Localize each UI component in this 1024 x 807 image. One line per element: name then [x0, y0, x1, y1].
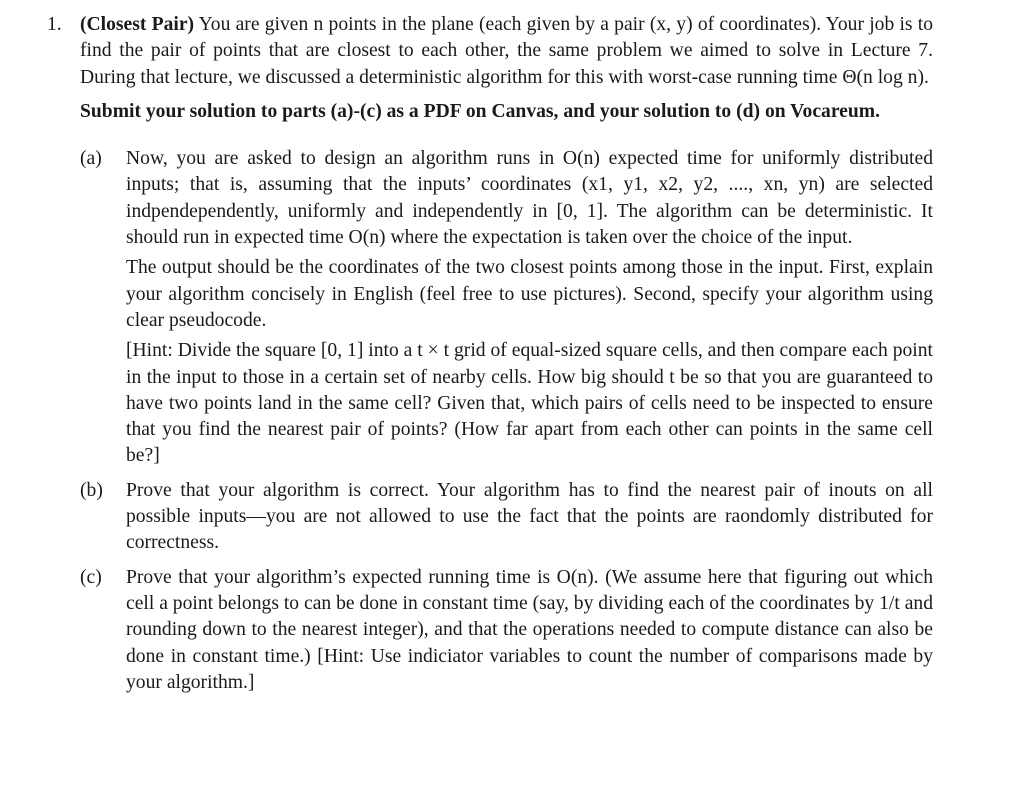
problem-parts [80, 146, 933, 696]
problem-intro-text: You are given n points in the plane (each given by a pair (x, y) of coordinates). Your job is to find the pair of points that are closest to each other, the same problem we aimed to solve in Lecture 7. During that lecture, we discussed a deterministic algorithm for this with worst-case running time Θ(n log n). [80, 14, 934, 88]
part-a-marker: (a) [80, 148, 102, 170]
part-a [80, 146, 933, 470]
part-b [80, 478, 933, 557]
part-a-hint: [Hint: Divide the square [0, 1] into a t × t grid of equal-sized square cells, and then compare each point in the input to those in a certain set of nearby cells. How big should t be so that you are guaranteed to have two points land in the same cell? Given that, which pairs of cells need to be inspected to ensure that you find the nearest pair of points? (How far apart from each other can points in the same cell be?] [126, 340, 933, 467]
part-c-text [126, 565, 933, 696]
part-c-marker: (c) [80, 566, 102, 588]
problem-title: (Closest Pair) [80, 14, 195, 35]
submission-instructions: Submit your solution to parts (a)-(c) as a PDF on Canvas, and your solution to (d) on Vocareum. [80, 100, 880, 122]
part-b-text [126, 478, 933, 557]
part-c [80, 565, 933, 696]
part-b-paragraph-1: Prove that your algorithm is correct. Your algorithm has to find the nearest pair of inouts on all possible inputs—you are not allowed to use the fact that the points are raondomly distributed for correctness. [126, 479, 933, 554]
problem-body [80, 12, 933, 704]
problem-intro [80, 12, 933, 91]
problem-number: 1. [47, 14, 62, 35]
part-a-text [126, 146, 933, 470]
part-c-paragraph-1: Prove that your algorithm’s expected running time is O(n). (We assume here that figuring out which cell a point belongs to can be done in constant time (say, by dividing each of the coordinates by 1/t and rounding down to the nearest integer), and that the operations needed to compute distance can also be done in constant time.) [Hint: Use indiciator variables to count the number of comparisons made by your algorithm.] [126, 566, 933, 693]
part-a-paragraph-2: The output should be the coordinates of the two closest points among those in the input. First, explain your algorithm concisely in English (feel free to use pictures). Second, specify your algorithm using clear pseudocode. [126, 257, 933, 331]
part-a-paragraph-1: Now, you are asked to design an algorithm runs in O(n) expected time for uniformly distributed inputs; that is, assuming that the inputs’ coordinates (x1, y1, x2, y2, ...., xn, yn) are selected indpendependently, uniformly and independently in [0, 1]. The algorithm can be deterministic. It should run in expected time O(n) where the expectation is taken over the choice of the input. [126, 148, 933, 249]
part-b-marker: (b) [80, 479, 103, 501]
